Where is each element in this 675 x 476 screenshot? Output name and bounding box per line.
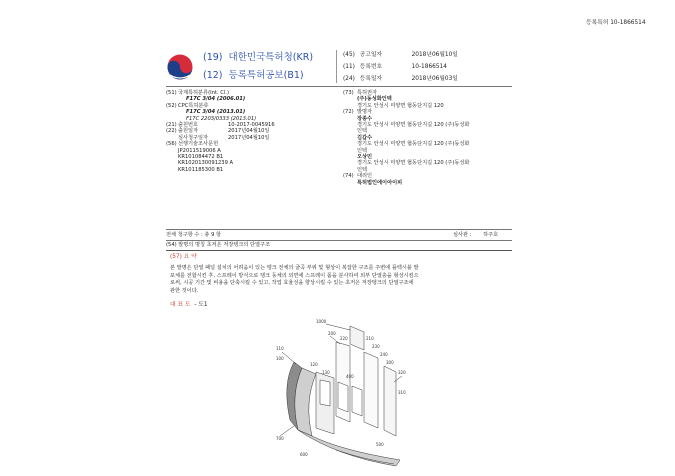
figure-label: 130 — [322, 370, 330, 375]
korea-emblem-icon — [166, 53, 194, 81]
right-bibliographic-column: (73) 특허권자 (주)동성화인텍 경기도 안성시 미양면 협동단지길 120 (72) 발명자 장종수 경기도 안성시 미양면 협동단지길 120 (주)동성화 인텍 김갑수 경기도 안성시 미양면 협동단지길 120 (주)동성화 인텍 오상민 경기도 안성시 미양면 협동단지길 120 (주)동성화 인텍 (74) 대리인 특허법인에이아이피 — [343, 90, 470, 186]
office-line: (19) 대한민국특허청(KR) — [203, 52, 314, 63]
figure-label: 240 — [380, 352, 388, 357]
figure-label: 100 — [276, 356, 284, 361]
abstract-heading: (57) 요 약 — [170, 254, 197, 260]
figure-label: 600 — [300, 452, 308, 457]
figure-label: 310 — [398, 390, 406, 395]
examiner: 심사관 : 하주호 — [453, 232, 499, 238]
publication-type-line: (12) 등록특허공보(B1) — [203, 70, 304, 81]
representative-figure-label: 대 표 도 - 도1 — [170, 302, 208, 308]
figure-label: 1000 — [316, 319, 327, 324]
figure-label: 700 — [276, 436, 284, 441]
left-bibliographic-column: (51)국제특허분류(Int. Cl.) F17C 3/04 (2006.01) (52)CPC특허분류 F17C 3/04 (2013.01) F17C 2203/0333 (2013.01) (21)출원번호 10-2017-0045916 (22)출원일자 2017년04월10일 심사청구일자 2017년04월10일 (56)선행기술조사문헌 JP2011519006 A KR101084472 B1 KR1020130091239 A KR101185300 B1 — [166, 90, 275, 173]
figure-label: 320 — [398, 370, 406, 375]
figure-label: 220 — [340, 336, 348, 341]
figure-label: 120 — [310, 362, 318, 367]
abstract-text: 본 발명은 단열 패널 설치의 어려움이 있는 탱크 전체의 굴곡 부위 및 형상이 복잡한 구조를 주변에 플렉시블 발 포체를 전합시킨 후, 스프레이 방식으로 탱크 동체의 외면에 스프레이 폼을 분사하여 외부 단열층을 형성시킴으 로써, 시공 기간 및 비용을 단축시킬 수 있고, 작업 효율성을 향상시킬 수 있는 초저온 저장탱크의 단열구조에 관한 것이다. — [170, 265, 419, 294]
figure-label: 500 — [376, 442, 384, 447]
meta-row-registration-number: (11) 등록번호 10-1866514 — [343, 64, 447, 70]
meta-row-publication-date: (45) 공고일자 2018년06월10일 — [343, 52, 458, 58]
representative-drawing — [276, 316, 408, 471]
registration-number: 등록특허 10-1866514 — [586, 20, 646, 26]
total-claims: 전체 청구항 수 : 총 9 항 — [166, 232, 222, 238]
meta-row-registration-date: (24) 등록일자 2018년06월03일 — [343, 76, 458, 82]
figure-label: 210 — [366, 336, 374, 341]
figure-label: 200 — [328, 331, 336, 336]
figure-label: 300 — [386, 360, 394, 365]
invention-title: (54) 발명의 명칭 초저온 저장탱크의 단열구조 — [166, 242, 271, 248]
figure-label: 230 — [372, 344, 380, 349]
figure-label: 400 — [346, 374, 354, 379]
figure-label: 110 — [276, 346, 284, 351]
